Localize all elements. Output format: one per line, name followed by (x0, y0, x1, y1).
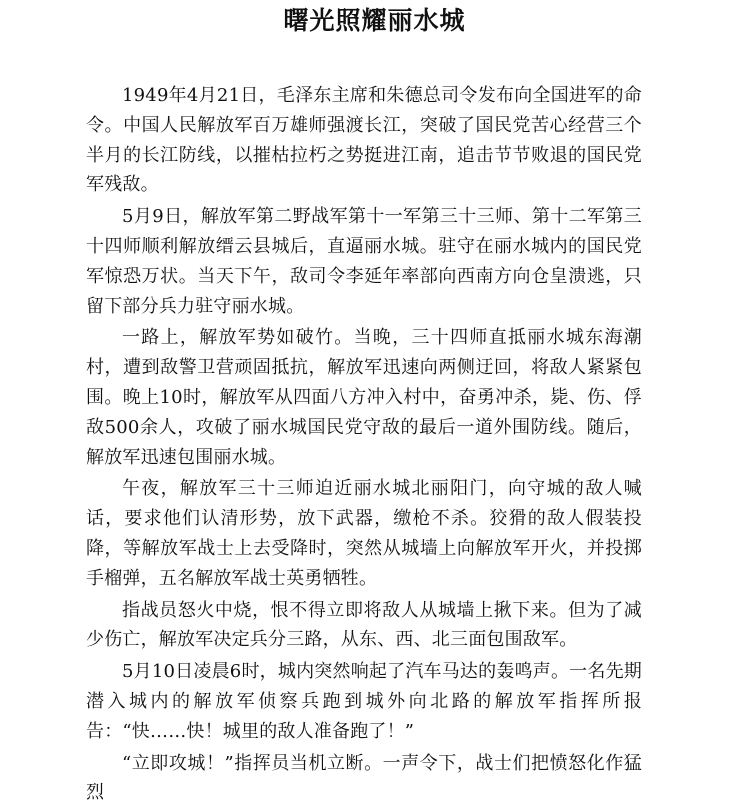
paragraph-1: 1949年4月21日，毛泽东主席和朱德总司令发布向全国进军的命令。中国人民解放军百万雄师强渡长江，突破了国民党苦心经营三个半月的长江防线，以摧枯拉朽之势挺进江南，追击节节败退的国民党军残敌。 (86, 85, 642, 196)
article-body (86, 81, 642, 810)
paragraph-4: 午夜，解放军三十三师迫近丽水城北丽阳门，向守城的敌人喊话，要求他们认清形势，放下武器，缴枪不杀。狡猾的敌人假装投降，等解放军战士上去受降时，突然从城墙上向解放军开火，并投掷手榴弹，五名解放军战士英勇牺牲。 (86, 478, 642, 589)
article-title: 曙光照耀丽水城 (283, 6, 466, 35)
paragraph-2: 5月9日，解放军第二野战军第十一军第三十三师、第十二军第三十四师顺利解放缙云县城后，直逼丽水城。驻守在丽水城内的国民党军惊恐万状。当天下午，敌司令李延年率部向西南方向仓皇溃逃，只留下部分兵力驻守丽水城。 (86, 206, 642, 317)
paragraph-5: 指战员怒火中烧，恨不得立即将敌人从城墙上揪下来。但为了减少伤亡，解放军决定兵分三路，从东、西、北三面包围敌军。 (86, 599, 642, 651)
paragraph-7: “立即攻城！”指挥员当机立断。一声令下，战士们把愤怒化作猛烈 (86, 752, 642, 804)
paragraph-6: 5月10日凌晨6时，城内突然响起了汽车马达的轰鸣声。一名先期潜入城内的解放军侦察兵跑到城外向北路的解放军指挥所报告：“快……快！城里的敌人准备跑了！” (86, 661, 642, 742)
paragraph-3: 一路上，解放军势如破竹。当晚，三十四师直抵丽水城东海潮村，遭到敌警卫营顽固抵抗，解放军迅速向两侧迂回，将敌人紧紧包围。晚上10时，解放军从四面八方冲入村中，奋勇冲杀，毙、伤、俘敌500余人，攻破了丽水城国民党守敌的最后一道外围防线。随后，解放军迅速包围丽水城。 (86, 327, 642, 468)
